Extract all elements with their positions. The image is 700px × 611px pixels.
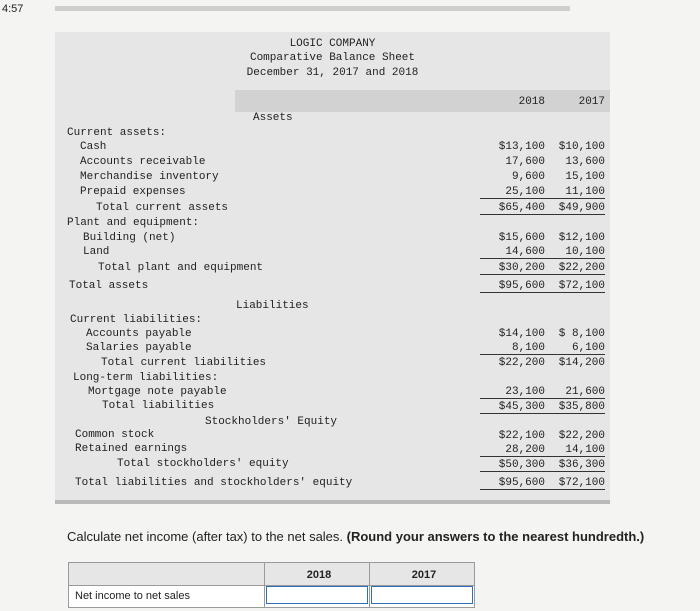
building-2018: $15,600: [498, 232, 545, 244]
prepaid-2018: 25,100: [480, 186, 545, 199]
company-name: LOGIC COMPANY: [289, 38, 376, 50]
cash-2018: $13,100: [498, 141, 545, 153]
common-stock-2017: $22,200: [558, 430, 605, 442]
ar-label: Accounts receivable: [80, 156, 206, 168]
total-liabilities-label: Total liabilities: [102, 400, 215, 412]
liabilities-heading: Liabilities: [236, 300, 309, 312]
total-equity-2018: $50,300: [480, 459, 545, 472]
assets-heading: Assets: [253, 112, 293, 124]
mortgage-label: Mortgage note payable: [88, 386, 227, 398]
total-liabilities-equity-2018: $95,600: [480, 477, 545, 490]
cash-label: Cash: [80, 141, 107, 153]
salaries-2017: 6,100: [540, 342, 605, 355]
answer-row-label: Net income to net sales: [75, 590, 190, 602]
total-liabilities-equity-label: Total liabilities and stockholders' equity: [75, 477, 353, 489]
total-current-liabilities-2017: $14,200: [558, 357, 605, 369]
total-assets-label: Total assets: [69, 280, 149, 292]
total-current-assets-label: Total current assets: [96, 202, 229, 214]
long-term-liabilities-label: Long-term liabilities:: [73, 372, 219, 384]
column-divider: [264, 563, 265, 607]
land-label: Land: [83, 246, 110, 258]
current-assets-label: Current assets:: [67, 127, 167, 139]
total-plant-2018: $30,200: [480, 262, 545, 275]
building-2017: $12,100: [558, 232, 605, 244]
statement-date: December 31, 2017 and 2018: [246, 67, 419, 79]
land-2018: 14,600: [480, 246, 545, 259]
retained-earnings-label: Retained earnings: [75, 443, 188, 455]
total-plant-label: Total plant and equipment: [98, 262, 264, 274]
question-text: [67, 529, 644, 544]
total-current-liabilities-2018: $22,200: [498, 357, 545, 369]
total-equity-label: Total stockholders' equity: [117, 458, 289, 470]
plant-label: Plant and equipment:: [67, 217, 200, 229]
balance-sheet: [55, 32, 610, 504]
total-current-liabilities-label: Total current liabilities: [101, 357, 267, 369]
ap-label: Accounts payable: [86, 328, 192, 340]
question-instruction: (Round your answers to the nearest hundredth.): [346, 529, 645, 544]
inventory-2017: 15,100: [565, 171, 605, 183]
ar-2018: 17,600: [505, 156, 545, 168]
total-current-assets-2018: $65,400: [480, 202, 545, 215]
statement-title: Comparative Balance Sheet: [249, 52, 416, 64]
answer-table: [68, 562, 475, 608]
land-2017: 10,100: [540, 246, 605, 259]
total-liabilities-2017: $35,800: [540, 401, 605, 414]
top-scrollbar: [55, 6, 570, 11]
prepaid-2017: 11,100: [540, 186, 605, 199]
total-equity-2017: $36,300: [540, 459, 605, 472]
total-liabilities-2018: $45,300: [480, 401, 545, 414]
year-2017-header: 2017: [578, 96, 605, 108]
question-main: Calculate net income (after tax) to the net sales.: [67, 529, 347, 544]
answer-input-2017[interactable]: [371, 586, 473, 604]
current-liabilities-label: Current liabilities:: [70, 314, 203, 326]
status-time: 4:57: [2, 3, 24, 15]
salaries-label: Salaries payable: [86, 342, 192, 354]
ap-2018: $14,100: [498, 328, 545, 340]
prepaid-label: Prepaid expenses: [80, 186, 186, 198]
total-liabilities-equity-2017: $72,100: [540, 477, 605, 490]
ap-2017: $ 8,100: [558, 328, 605, 340]
cash-2017: $10,100: [558, 141, 605, 153]
common-stock-2018: $22,100: [498, 430, 545, 442]
total-assets-2017: $72,100: [540, 280, 605, 293]
building-label: Building (net): [83, 232, 176, 244]
inventory-2018: 9,600: [511, 171, 545, 183]
column-divider: [369, 563, 370, 607]
answer-col-2017: 2017: [411, 569, 437, 581]
answer-input-2018[interactable]: [266, 586, 368, 604]
total-current-assets-2017: $49,900: [540, 202, 605, 215]
answer-col-2018: 2018: [306, 569, 332, 581]
retained-earnings-2017: 14,100: [540, 444, 605, 457]
salaries-2018: 8,100: [480, 342, 545, 355]
inventory-label: Merchandise inventory: [80, 171, 219, 183]
equity-heading: Stockholders' Equity: [205, 416, 338, 428]
ar-2017: 13,600: [565, 156, 605, 168]
mortgage-2018: 23,100: [480, 386, 545, 399]
retained-earnings-2018: 28,200: [480, 444, 545, 457]
total-assets-2018: $95,600: [480, 280, 545, 293]
mortgage-2017: 21,600: [540, 386, 605, 399]
year-2018-header: 2018: [518, 96, 545, 108]
total-plant-2017: $22,200: [540, 262, 605, 275]
common-stock-label: Common stock: [75, 429, 155, 441]
